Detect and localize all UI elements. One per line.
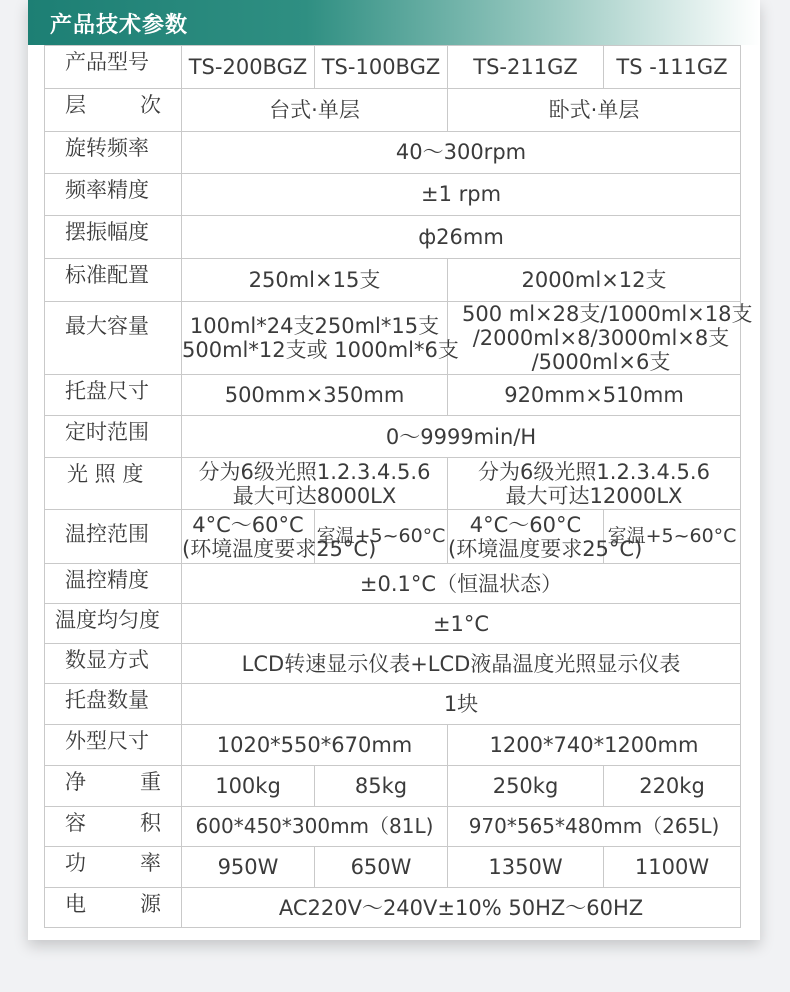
cell-value: 1块: [182, 684, 741, 725]
table-row: [45, 458, 741, 510]
cell-value: 4°C～60°C (环境温度要求25°C): [448, 510, 604, 564]
cell-value: TS-211GZ: [448, 46, 604, 89]
cell-value: TS-100BGZ: [315, 46, 448, 89]
row-label: 最大容量: [45, 302, 182, 375]
cell-value: ±1 rpm: [182, 174, 741, 216]
cell-value: 0～9999min/H: [182, 416, 741, 458]
row-label: 温控范围: [45, 510, 182, 564]
row-label: 托盘数量: [45, 684, 182, 725]
row-label: 外型尺寸: [45, 725, 182, 766]
row-label: 容 积: [45, 807, 182, 847]
table-row: [45, 302, 741, 375]
table-row: [45, 888, 741, 928]
cell-value: 950W: [182, 847, 315, 888]
cell-value: 500 ml×28支/1000ml×18支 /2000ml×8/3000ml×8支 /5000ml×6支: [448, 302, 741, 375]
row-label: 电 源: [45, 888, 182, 928]
cell-value: 1100W: [604, 847, 741, 888]
table-row: [45, 725, 741, 766]
cell-value: 室温+5~60°C: [604, 510, 741, 564]
cell-value: 分为6级光照1.2.3.4.5.6 最大可达8000LX: [182, 458, 448, 510]
table-row: [45, 89, 741, 132]
row-label: 频率精度: [45, 174, 182, 216]
table-row: [45, 510, 741, 564]
row-label: 产品型号: [45, 46, 182, 89]
cell-value: ±0.1°C（恒温状态）: [182, 564, 741, 604]
table-row: [45, 604, 741, 644]
cell-value: TS-200BGZ: [182, 46, 315, 89]
cell-value: 100ml*24支250ml*15支 500ml*12支或 1000ml*6支: [182, 302, 448, 375]
cell-value: 1350W: [448, 847, 604, 888]
cell-value: AC220V～240V±10% 50HZ～60HZ: [182, 888, 741, 928]
cell-value: 650W: [315, 847, 448, 888]
row-label: 净 重: [45, 766, 182, 807]
table-row: [45, 684, 741, 725]
cell-value: 250ml×15支: [182, 259, 448, 302]
cell-value: TS -111GZ: [604, 46, 741, 89]
spec-card: [28, 0, 760, 940]
row-label: 功 率: [45, 847, 182, 888]
section-header: [28, 0, 760, 45]
cell-value: 920mm×510mm: [448, 375, 741, 416]
cell-value: 卧式·单层: [448, 89, 741, 132]
cell-value: 40～300rpm: [182, 132, 741, 174]
table-row: [45, 216, 741, 259]
cell-value: LCD转速显示仪表+LCD液晶温度光照显示仪表: [182, 644, 741, 684]
table-row: [45, 807, 741, 847]
table-row: [45, 46, 741, 89]
row-label: 层 次: [45, 89, 182, 132]
table-row: [45, 259, 741, 302]
table-row: [45, 375, 741, 416]
table-row: [45, 847, 741, 888]
cell-value: 85kg: [315, 766, 448, 807]
row-label: 摆振幅度: [45, 216, 182, 259]
cell-value: 分为6级光照1.2.3.4.5.6 最大可达12000LX: [448, 458, 741, 510]
cell-value: 室温+5~60°C: [315, 510, 448, 564]
table-row: [45, 644, 741, 684]
cell-value: 4°C～60°C (环境温度要求25°C): [182, 510, 315, 564]
table-row: [45, 132, 741, 174]
table-row: [45, 766, 741, 807]
cell-value: 600*450*300mm（81L): [182, 807, 448, 847]
cell-value: 1020*550*670mm: [182, 725, 448, 766]
cell-value: 2000ml×12支: [448, 259, 741, 302]
row-label: 温控精度: [45, 564, 182, 604]
table-row: [45, 564, 741, 604]
cell-value: 500mm×350mm: [182, 375, 448, 416]
row-label: 温度均匀度: [45, 604, 182, 644]
cell-value: ф26mm: [182, 216, 741, 259]
cell-value: 1200*740*1200mm: [448, 725, 741, 766]
row-label: 托盘尺寸: [45, 375, 182, 416]
cell-value: 250kg: [448, 766, 604, 807]
row-label: 数显方式: [45, 644, 182, 684]
cell-value: 970*565*480mm（265L): [448, 807, 741, 847]
row-label: 定时范围: [45, 416, 182, 458]
table-row: [45, 174, 741, 216]
row-label: 旋转频率: [45, 132, 182, 174]
section-title: 产品技术参数: [50, 13, 189, 38]
cell-value: ±1°C: [182, 604, 741, 644]
cell-value: 100kg: [182, 766, 315, 807]
row-label: 标准配置: [45, 259, 182, 302]
cell-value: 台式·单层: [182, 89, 448, 132]
cell-value: 220kg: [604, 766, 741, 807]
row-label: 光 照 度: [45, 458, 182, 510]
spec-table: [44, 45, 753, 928]
table-row: [45, 416, 741, 458]
